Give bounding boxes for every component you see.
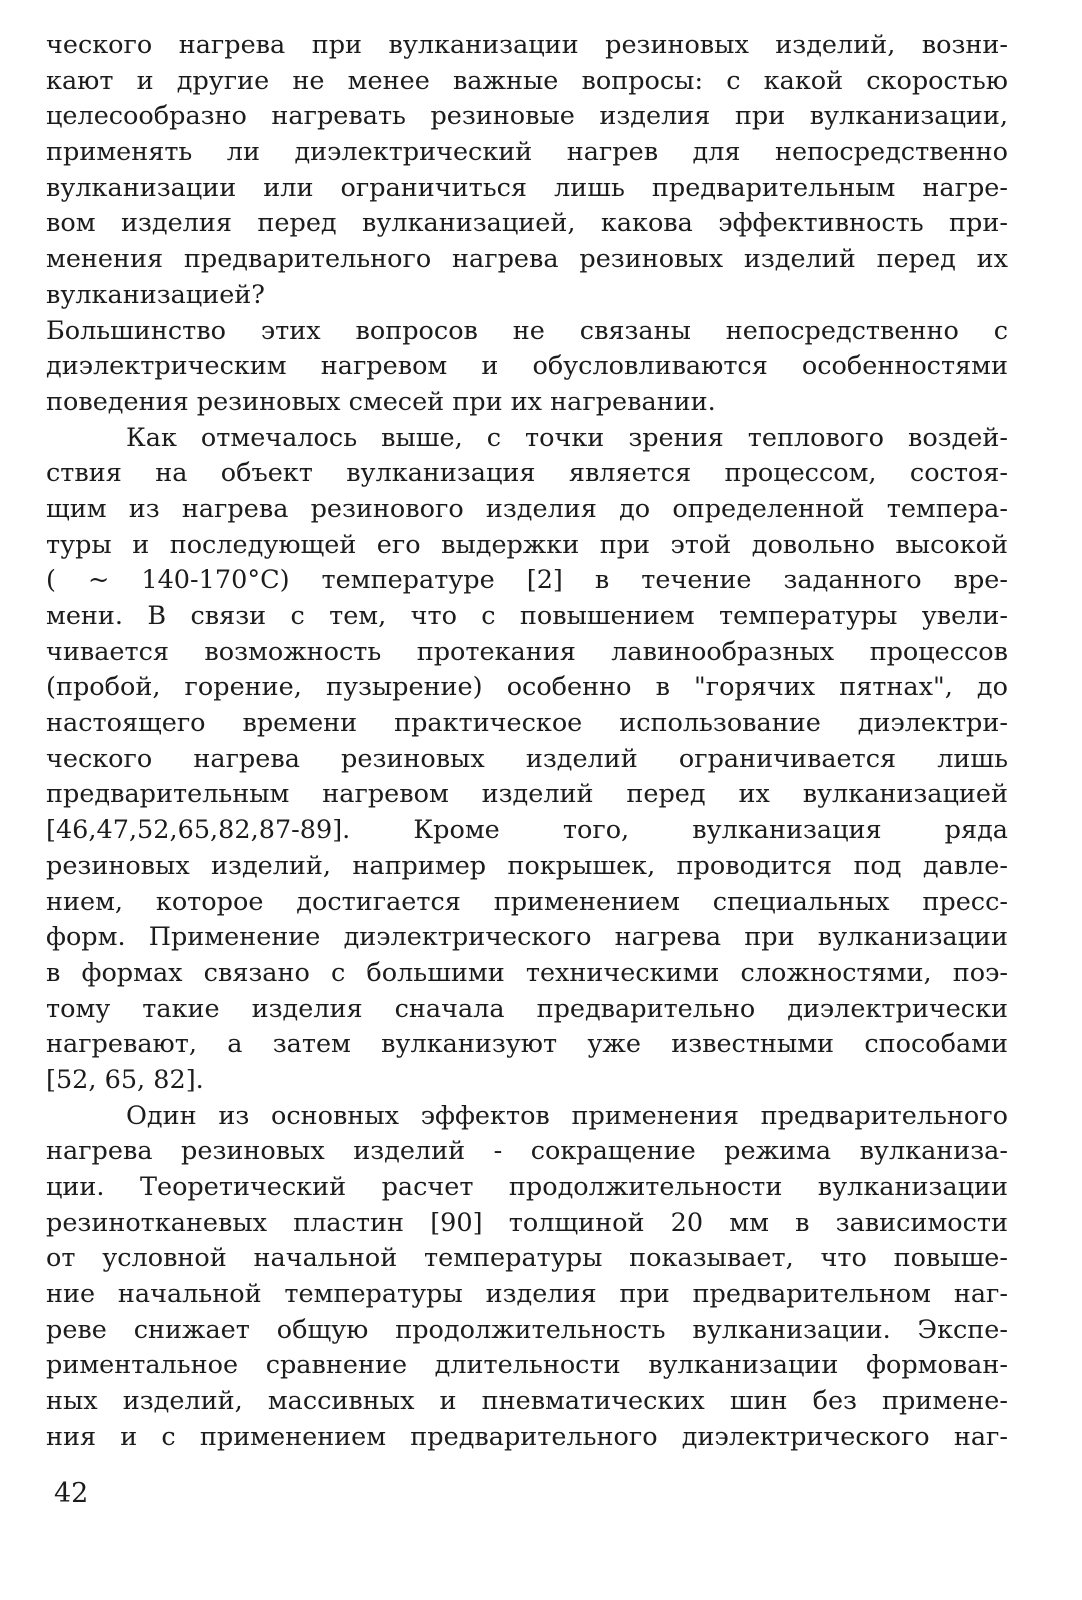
text-line: чивается возможность протекания лавинообразных процессов (46, 636, 1008, 667)
text-line: ческого нагрева при вулканизации резиновых изделий, возни- (46, 30, 1008, 60)
text-line: ции. Теоретический расчет продолжительности вулканизации (46, 1172, 1008, 1202)
text-line: Большинство этих вопросов не связаны непосредственно с (46, 315, 1008, 346)
text-line: реве снижает общую продолжительность вулканизации. Экспе- (46, 1314, 1008, 1345)
text-line: мени. В связи с тем, что с повышением температуры увели- (46, 601, 1008, 631)
text-line: от условной начальной температуры показывает, что повыше- (46, 1243, 1008, 1274)
text-line: Один из основных эффектов применения предварительного (126, 1100, 1008, 1131)
text-line: форм. Применение диэлектрического нагрева при вулканизации (46, 922, 1008, 953)
text-line: (пробой, горение, пузырение) особенно в "горячих пятнах", до (46, 672, 1008, 703)
text-line: резинотканевых пластин [90] толщиной 20 мм в зависимости (46, 1207, 1008, 1238)
text-line: резиновых изделий, например покрышек, проводится под давле- (46, 850, 1008, 881)
page-number: 42 (54, 1478, 89, 1509)
body-text (46, 28, 1008, 1456)
text-line: риментальное сравнение длительности вулканизации формован- (46, 1350, 1008, 1381)
text-line: ческого нагрева резиновых изделий ограничивается лишь (46, 743, 1008, 774)
text-line: вулканизацией? (46, 279, 265, 310)
text-line: ных изделий, массивных и пневматических шин без примене- (46, 1386, 1008, 1417)
text-line: кают и другие не менее важные вопросы: с какой скоростью (46, 65, 1008, 96)
text-line: [52, 65, 82]. (46, 1064, 204, 1095)
text-line: в формах связано с большими техническими сложностями, поэ- (46, 957, 1008, 988)
text-line: менения предварительного нагрева резиновых изделий перед их (46, 244, 1008, 275)
text-line: поведения резиновых смесей при их нагревании. (46, 386, 716, 417)
text-line: щим из нагрева резинового изделия до определенной темпера- (46, 493, 1008, 524)
text-line: предварительным нагревом изделий перед их вулканизацией (46, 779, 1008, 810)
text-line: тому такие изделия сначала предварительно диэлектрически (46, 993, 1008, 1024)
text-line: вулканизации или ограничиться лишь предварительным нагре- (46, 172, 1008, 203)
text-line: Как отмечалось выше, с точки зрения теплового воздей- (126, 422, 1008, 453)
text-line: [46,47,52,65,82,87-89]. Кроме того, вулканизация ряда (46, 815, 1008, 846)
text-line: ния и с применением предварительного диэлектрического наг- (46, 1421, 1008, 1452)
text-line: ние начальной температуры изделия при предварительном наг- (46, 1279, 1008, 1310)
text-line: нагревают, а затем вулканизуют уже известными способами (46, 1029, 1008, 1060)
text-line: целесообразно нагревать резиновые изделия при вулканизации, (46, 101, 1008, 132)
text-line: туры и последующей его выдержки при этой довольно высокой (46, 529, 1008, 560)
text-line: применять ли диэлектрический нагрев для непосредственно (46, 137, 1008, 168)
text-line: настоящего времени практическое использование диэлектри- (46, 708, 1008, 739)
text-line: нагрева резиновых изделий - сокращение режима вулканиза- (46, 1136, 1008, 1167)
text-line: нием, которое достигается применением специальных пресс- (46, 886, 1008, 917)
text-line: ствия на объект вулканизация является процессом, состоя- (46, 458, 1008, 489)
text-line: ( ~ 140-170°С) температуре [2] в течение заданного вре- (46, 565, 1008, 596)
text-line: диэлектрическим нагревом и обусловливаются особенностями (46, 351, 1008, 382)
text-line: вом изделия перед вулканизацией, какова эффективность при- (46, 208, 1008, 239)
